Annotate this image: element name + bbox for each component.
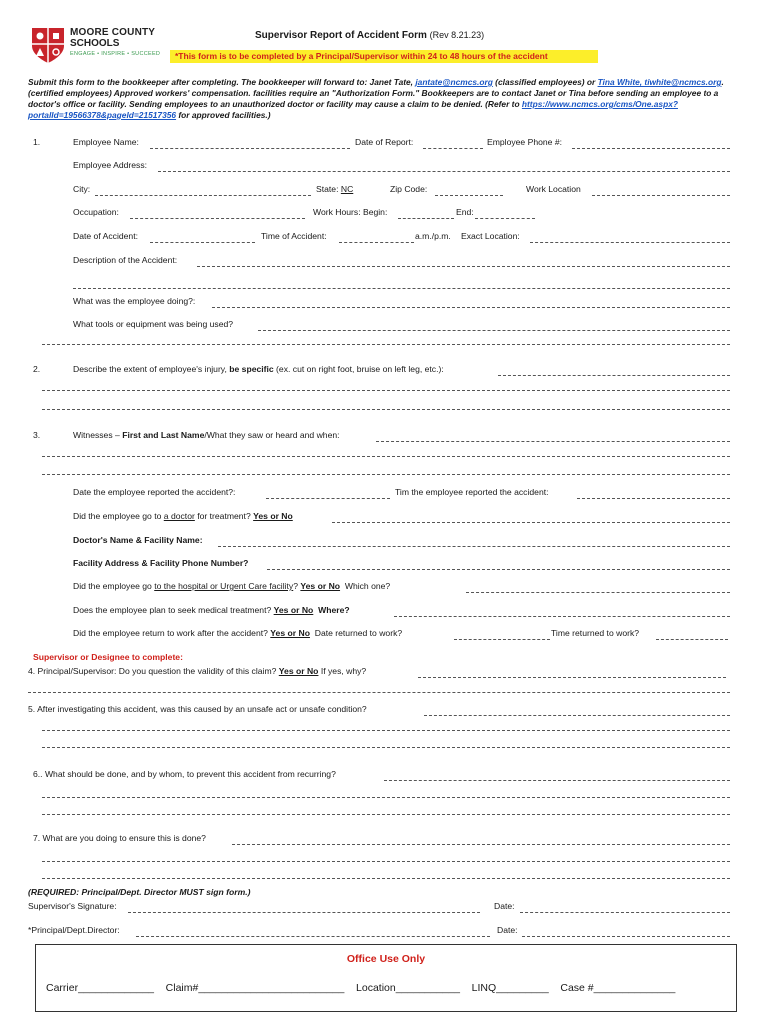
facilities-link[interactable]: https://www.ncmcs.org/cms/One.aspx?portalId=19566378&pageId=21517356	[28, 99, 678, 120]
intro-part3: . (certified employees) Approved workers' compensation. facilities require an "Authorization Form." Bookkeepers are to contact Janet or Tina before sending an employee to a doctor's office or facility. Sending employees to an unauthorized doctor or facility may cause a claim to be denied. (Refer to	[28, 77, 724, 109]
office-use-box	[35, 944, 737, 1012]
injury-label	[73, 364, 444, 374]
facility-address-label: Facility Address & Facility Phone Number?	[73, 558, 249, 568]
doctor-question	[73, 511, 293, 521]
validity-question	[28, 666, 366, 676]
plan-yes-no[interactable]: Yes or No	[273, 605, 314, 615]
exact-location-field[interactable]	[530, 242, 730, 243]
employee-doing-field[interactable]	[212, 307, 730, 308]
case-field[interactable]: Case #______________	[560, 982, 676, 994]
doctor-name-label: Doctor's Name & Facility Name:	[73, 535, 203, 545]
ensure-question: 7. What are you doing to ensure this is done?	[33, 833, 206, 843]
doctor-yes-no[interactable]: Yes or No	[253, 511, 293, 521]
linq-field[interactable]: LINQ_________	[471, 982, 549, 994]
principal-date-label: Date:	[497, 925, 518, 935]
employee-address-field[interactable]	[158, 171, 730, 172]
hospital-text-u: to the hospital or Urgent Care facility	[154, 581, 294, 591]
q4-yes-no[interactable]: Yes or No	[278, 666, 319, 676]
carrier-field[interactable]: Carrier_____________	[46, 982, 154, 994]
occupation-label: Occupation:	[73, 207, 119, 217]
ensure-field-line3[interactable]	[42, 878, 730, 879]
school-crest-icon	[30, 26, 66, 64]
employee-phone-field[interactable]	[572, 148, 730, 149]
deadline-banner: *This form is to be completed by a Principal/Supervisor within 24 to 48 hours of the accident	[170, 50, 598, 63]
form-title-text: Supervisor Report of Accident Form	[255, 30, 427, 41]
date-returned-label: Date returned to work?	[314, 628, 403, 638]
date-of-accident-field[interactable]	[150, 242, 255, 243]
ensure-field-line1[interactable]	[232, 844, 730, 845]
work-location-label: Work Location	[526, 184, 581, 194]
hospital-question	[73, 581, 390, 591]
intro-part2: (classified employees) or	[492, 77, 598, 87]
witnesses-text-a: Witnesses –	[73, 430, 123, 440]
doctor-name-field[interactable]	[218, 546, 730, 547]
witnesses-field-line1[interactable]	[376, 441, 730, 442]
section1-number: 1.	[33, 137, 41, 147]
city-field[interactable]	[95, 195, 311, 196]
school-name-line1: MOORE COUNTY	[70, 27, 156, 38]
injury-text-a: Describe the extent of employee's injury,	[73, 364, 230, 374]
witnesses-bold: First and Last Name	[122, 430, 205, 440]
state-label-text: State:	[316, 184, 339, 194]
q4-text-a: 4. Principal/Supervisor: Do you question the validity of this claim?	[28, 666, 279, 676]
return-yes-no[interactable]: Yes or No	[270, 628, 310, 638]
work-hours-begin-label: Work Hours: Begin:	[313, 207, 388, 217]
injury-be-specific: be specific	[229, 364, 274, 374]
doctor-text-a: Did the employee go to	[73, 511, 164, 521]
work-hours-begin-field[interactable]	[398, 218, 454, 219]
doctor-text-b: for treatment?	[194, 511, 254, 521]
ampm-label: a.m./p.m.	[415, 231, 451, 241]
hospital-yes-no[interactable]: Yes or No	[300, 581, 341, 591]
which-one-field[interactable]	[466, 592, 730, 593]
email-link-tina[interactable]: Tina White, tiwhite@ncmcs.org	[597, 77, 722, 87]
date-reported-field[interactable]	[266, 498, 390, 499]
supervisor-signature-field[interactable]	[128, 912, 480, 913]
claim-field[interactable]: Claim#_________________________	[165, 982, 345, 994]
date-reported-label: Date the employee reported the accident?:	[73, 487, 236, 497]
unsafe-field-line2[interactable]	[42, 730, 730, 731]
occupation-field[interactable]	[130, 218, 305, 219]
prevent-field-line3[interactable]	[42, 814, 730, 815]
description-label: Description of the Accident:	[73, 255, 178, 265]
tools-field-line1[interactable]	[258, 330, 730, 331]
hospital-text-a: Did the employee go	[73, 581, 155, 591]
injury-field-line1[interactable]	[498, 375, 730, 376]
unsafe-question: 5. After investigating this accident, was this caused by an unsafe act or unsafe condition?	[28, 704, 367, 714]
zip-label: Zip Code:	[390, 184, 428, 194]
unsafe-field-line3[interactable]	[42, 747, 730, 748]
where-field[interactable]	[394, 616, 730, 617]
employee-doing-label: What was the employee doing?:	[73, 296, 196, 306]
hospital-text-b: ?	[293, 581, 301, 591]
intro-part1: Submit this form to the bookkeeper after completing. The bookkeeper will forward to: Janet Tate,	[28, 77, 416, 87]
return-text-a: Did the employee return to work after the accident?	[73, 628, 271, 638]
employee-name-field[interactable]	[150, 148, 350, 149]
witnesses-field-line2[interactable]	[42, 456, 730, 457]
description-field-line1[interactable]	[197, 266, 730, 267]
required-signature-note: (REQUIRED: Principal/Dept. Director MUST sign form.)	[28, 887, 251, 897]
facility-address-field[interactable]	[267, 569, 730, 570]
date-of-accident-label: Date of Accident:	[73, 231, 138, 241]
time-returned-field[interactable]	[656, 639, 728, 640]
exact-location-label: Exact Location:	[461, 231, 520, 241]
intro-part4: for approved facilities.)	[176, 110, 271, 120]
tools-label: What tools or equipment was being used?	[73, 319, 234, 329]
unsafe-field-line1[interactable]	[424, 715, 730, 716]
school-logo	[30, 26, 180, 66]
time-reported-field[interactable]	[577, 498, 730, 499]
witnesses-text-b: /What they saw or heard and when:	[204, 430, 340, 440]
employee-phone-label: Employee Phone #:	[487, 137, 563, 147]
tools-field-line2[interactable]	[42, 344, 730, 345]
witnesses-field-line3[interactable]	[42, 474, 730, 475]
principal-signature-label: *Principal/Dept.Director:	[28, 925, 120, 935]
description-field-line2[interactable]	[73, 288, 730, 289]
office-use-title: Office Use Only	[346, 953, 426, 965]
time-of-accident-field[interactable]	[339, 242, 414, 243]
location-field[interactable]: Location___________	[356, 982, 460, 994]
supervisor-signature-label: Supervisor's Signature:	[28, 901, 117, 911]
state-label	[316, 184, 353, 194]
work-hours-end-field[interactable]	[475, 218, 535, 219]
doctor-text-u: a doctor	[163, 511, 195, 521]
zip-field[interactable]	[435, 195, 503, 196]
where-label: Where?	[318, 605, 350, 615]
date-of-report-label: Date of Report:	[355, 137, 414, 147]
injury-field-line3[interactable]	[42, 409, 730, 410]
q4-text-b: If yes, why?	[318, 666, 367, 676]
section3-number: 3.	[33, 430, 41, 440]
school-tagline: ENGAGE • INSPIRE • SUCCEED	[70, 51, 161, 57]
prevent-field-line1[interactable]	[384, 780, 730, 781]
supervisor-date-label: Date:	[494, 901, 515, 911]
time-of-accident-label: Time of Accident:	[261, 231, 327, 241]
validity-field-line2[interactable]	[28, 692, 730, 693]
principal-date-field[interactable]	[522, 936, 730, 937]
work-hours-end-label: End:	[456, 207, 474, 217]
principal-signature-field[interactable]	[136, 936, 490, 937]
section2-number: 2.	[33, 364, 41, 374]
date-of-report-field[interactable]	[423, 148, 483, 149]
state-value[interactable]: NC	[340, 184, 354, 194]
work-location-field[interactable]	[592, 195, 730, 196]
witnesses-label	[73, 430, 340, 440]
time-reported-label: Tim the employee reported the accident:	[395, 487, 549, 497]
employee-address-label: Employee Address:	[73, 160, 148, 170]
date-returned-field[interactable]	[454, 639, 550, 640]
school-name-line2: SCHOOLS	[70, 38, 120, 49]
time-returned-label: Time returned to work?	[551, 628, 640, 638]
prevent-question: 6.. What should be done, and by whom, to prevent this accident from recurring?	[33, 769, 336, 779]
return-question	[73, 628, 402, 638]
employee-name-label: Employee Name:	[73, 137, 139, 147]
which-one-label: Which one?	[344, 581, 391, 591]
office-use-fields	[46, 982, 675, 994]
prevent-field-line2[interactable]	[42, 797, 730, 798]
ensure-field-line2[interactable]	[42, 861, 730, 862]
intro-instructions	[28, 77, 742, 121]
form-title	[255, 30, 484, 41]
plan-question	[73, 605, 350, 615]
plan-text-a: Does the employee plan to seek medical treatment?	[73, 605, 274, 615]
supervisor-heading: Supervisor or Designee to complete:	[33, 652, 183, 662]
injury-field-line2[interactable]	[42, 390, 730, 391]
doctor-answer-field[interactable]	[332, 522, 730, 523]
injury-text-b: (ex. cut on right foot, bruise on left leg, etc.):	[273, 364, 444, 374]
form-revision: (Rev 8.21.23)	[429, 30, 485, 40]
email-link-janet[interactable]: jantate@ncmcs.org	[415, 77, 493, 87]
city-label: City:	[73, 184, 91, 194]
validity-field-line1[interactable]	[418, 677, 726, 678]
supervisor-date-field[interactable]	[520, 912, 730, 913]
